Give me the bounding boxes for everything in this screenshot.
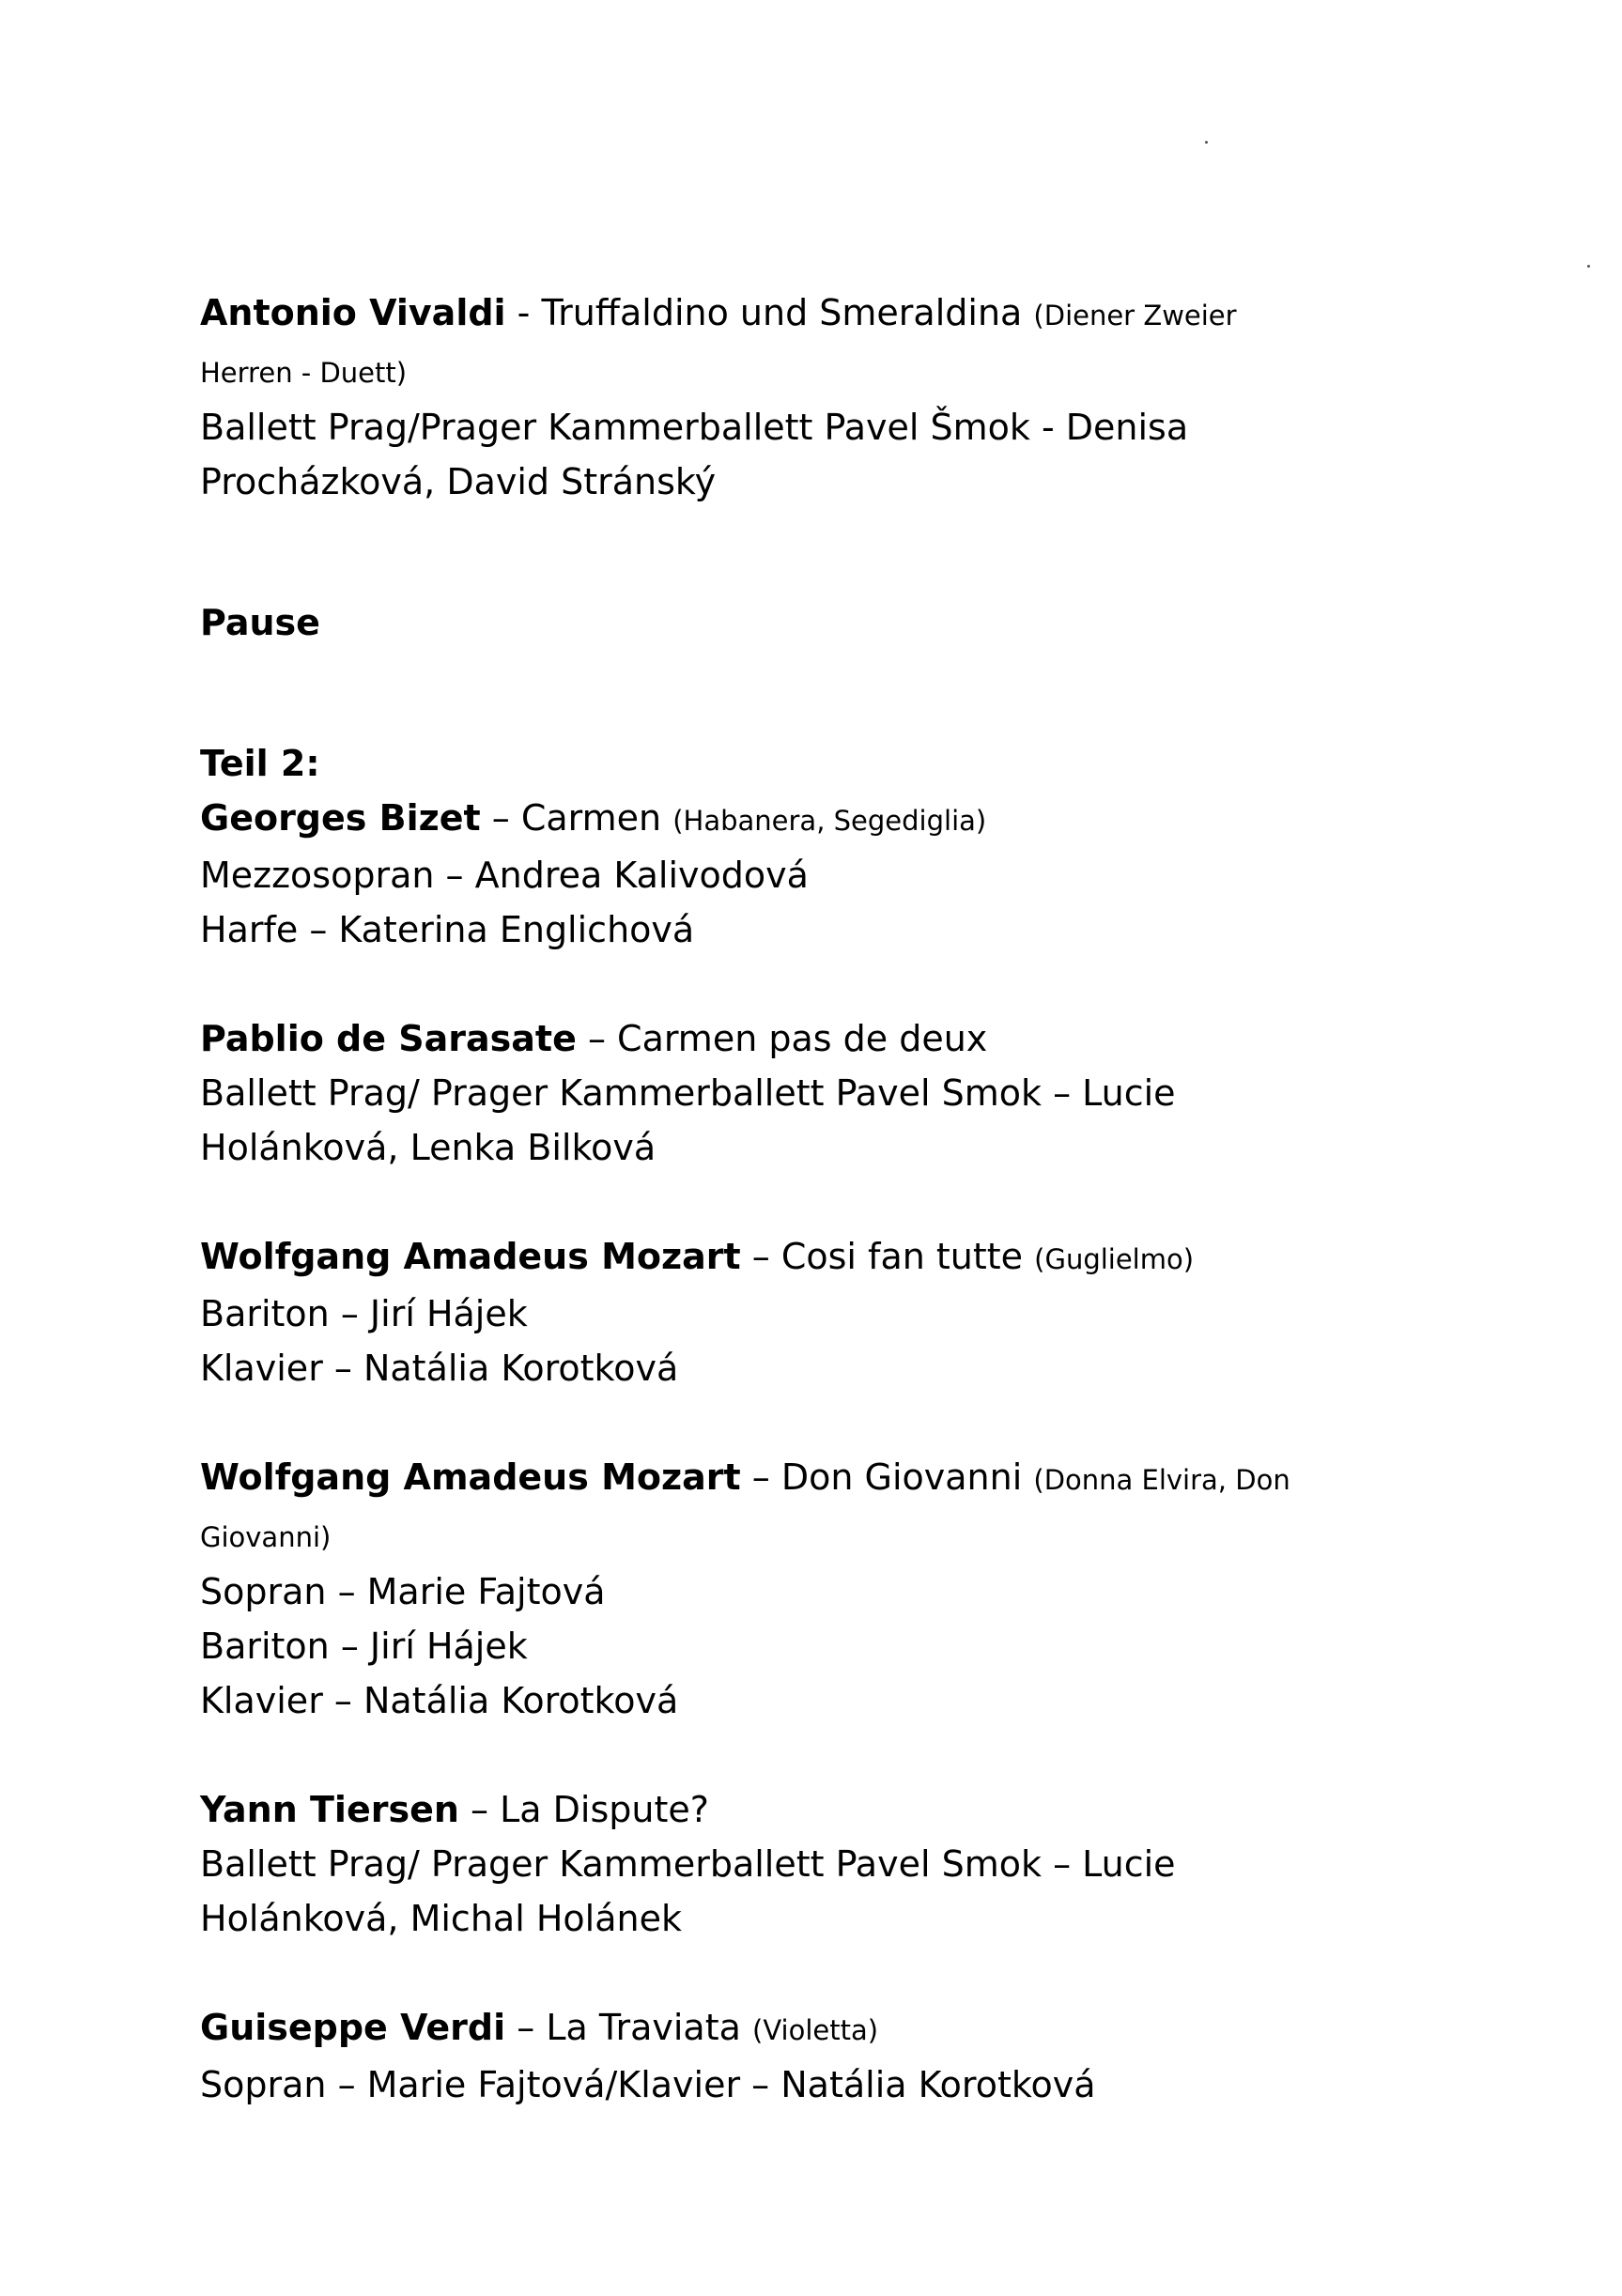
entry-heading <box>200 2000 1336 2057</box>
composer-name: Georges Bizet <box>200 797 481 839</box>
performer-line: Bariton – Jirí Hájek <box>200 1293 528 1334</box>
performer-line: Ballett Prag/ Prager Kammerballett Pavel Smok – Lucie Holánková, Lenka Bilková <box>200 1072 1176 1168</box>
work-title: Carmen <box>520 797 662 839</box>
work-title: La Traviata <box>546 2007 741 2048</box>
scan-speck <box>1587 265 1590 268</box>
program-entry <box>200 1782 1336 1946</box>
composer-name: Antonio Vivaldi <box>200 292 506 333</box>
performer-line: Harfe – Katerina Englichová <box>200 909 695 950</box>
performer-line: Ballett Prag/ Prager Kammerballett Pavel Smok – Lucie Holánková, Michal Holánek <box>200 1843 1176 1939</box>
separator: – <box>480 797 521 839</box>
performer-line: Sopran – Marie Fajtová <box>200 1571 606 1612</box>
entry-heading <box>200 1229 1336 1287</box>
scan-speck <box>1205 141 1208 144</box>
entry-heading <box>200 285 1336 400</box>
pause-label: Pause <box>200 602 320 643</box>
program-entry <box>200 791 1336 957</box>
program-entry <box>200 285 1336 509</box>
program-entry <box>200 1011 1336 1175</box>
composer-name: Wolfgang Amadeus Mozart <box>200 1456 741 1498</box>
composer-name: Wolfgang Amadeus Mozart <box>200 1236 741 1277</box>
work-detail: (Diener Zweier Herren - Duett) <box>200 300 1237 389</box>
work-detail: (Habanera, Segediglia) <box>672 805 987 837</box>
performer-line: Bariton – Jirí Hájek <box>200 1626 528 1667</box>
work-detail: (Guglielmo) <box>1034 1243 1195 1275</box>
separator: – <box>505 2007 547 2048</box>
work-title: La Dispute? <box>500 1789 709 1830</box>
separator: - <box>505 292 542 333</box>
entry-heading <box>200 1450 1336 1564</box>
separator: – <box>458 1789 501 1830</box>
program-entry <box>200 1450 1336 1728</box>
entry-heading <box>200 791 1336 848</box>
work-title: Cosi fan tutte <box>780 1236 1024 1277</box>
entry-heading <box>200 1782 1336 1837</box>
program-entry <box>200 1229 1336 1395</box>
performer-line: Mezzosopran – Andrea Kalivodová <box>200 855 809 896</box>
separator: – <box>740 1236 781 1277</box>
program-entry <box>200 2000 1336 2112</box>
performer-line: Klavier – Natália Korotková <box>200 1348 679 1389</box>
composer-name: Yann Tiersen <box>200 1789 459 1830</box>
performer-line: Sopran – Marie Fajtová/Klavier – Natália Korotková <box>200 2064 1096 2105</box>
work-title: Carmen pas de deux <box>617 1018 988 1059</box>
program-list <box>200 285 1336 2112</box>
work-detail: (Violetta) <box>752 2014 879 2046</box>
part-heading: Teil 2: <box>200 743 320 784</box>
separator: – <box>576 1018 618 1059</box>
entry-heading <box>200 1011 1336 1066</box>
performer-line: Ballett Prag/Prager Kammerballett Pavel Šmok - Denisa Procházková, David Stránský <box>200 407 1189 502</box>
work-title: Truffaldino und Smeraldina <box>541 292 1023 333</box>
composer-name: Pablio de Sarasate <box>200 1018 577 1059</box>
composer-name: Guiseppe Verdi <box>200 2007 506 2048</box>
work-detail: (Donna Elvira, Don Giovanni) <box>200 1464 1290 1553</box>
performer-line: Klavier – Natália Korotková <box>200 1680 679 1721</box>
separator: – <box>740 1456 781 1498</box>
work-title: Don Giovanni <box>780 1456 1023 1498</box>
